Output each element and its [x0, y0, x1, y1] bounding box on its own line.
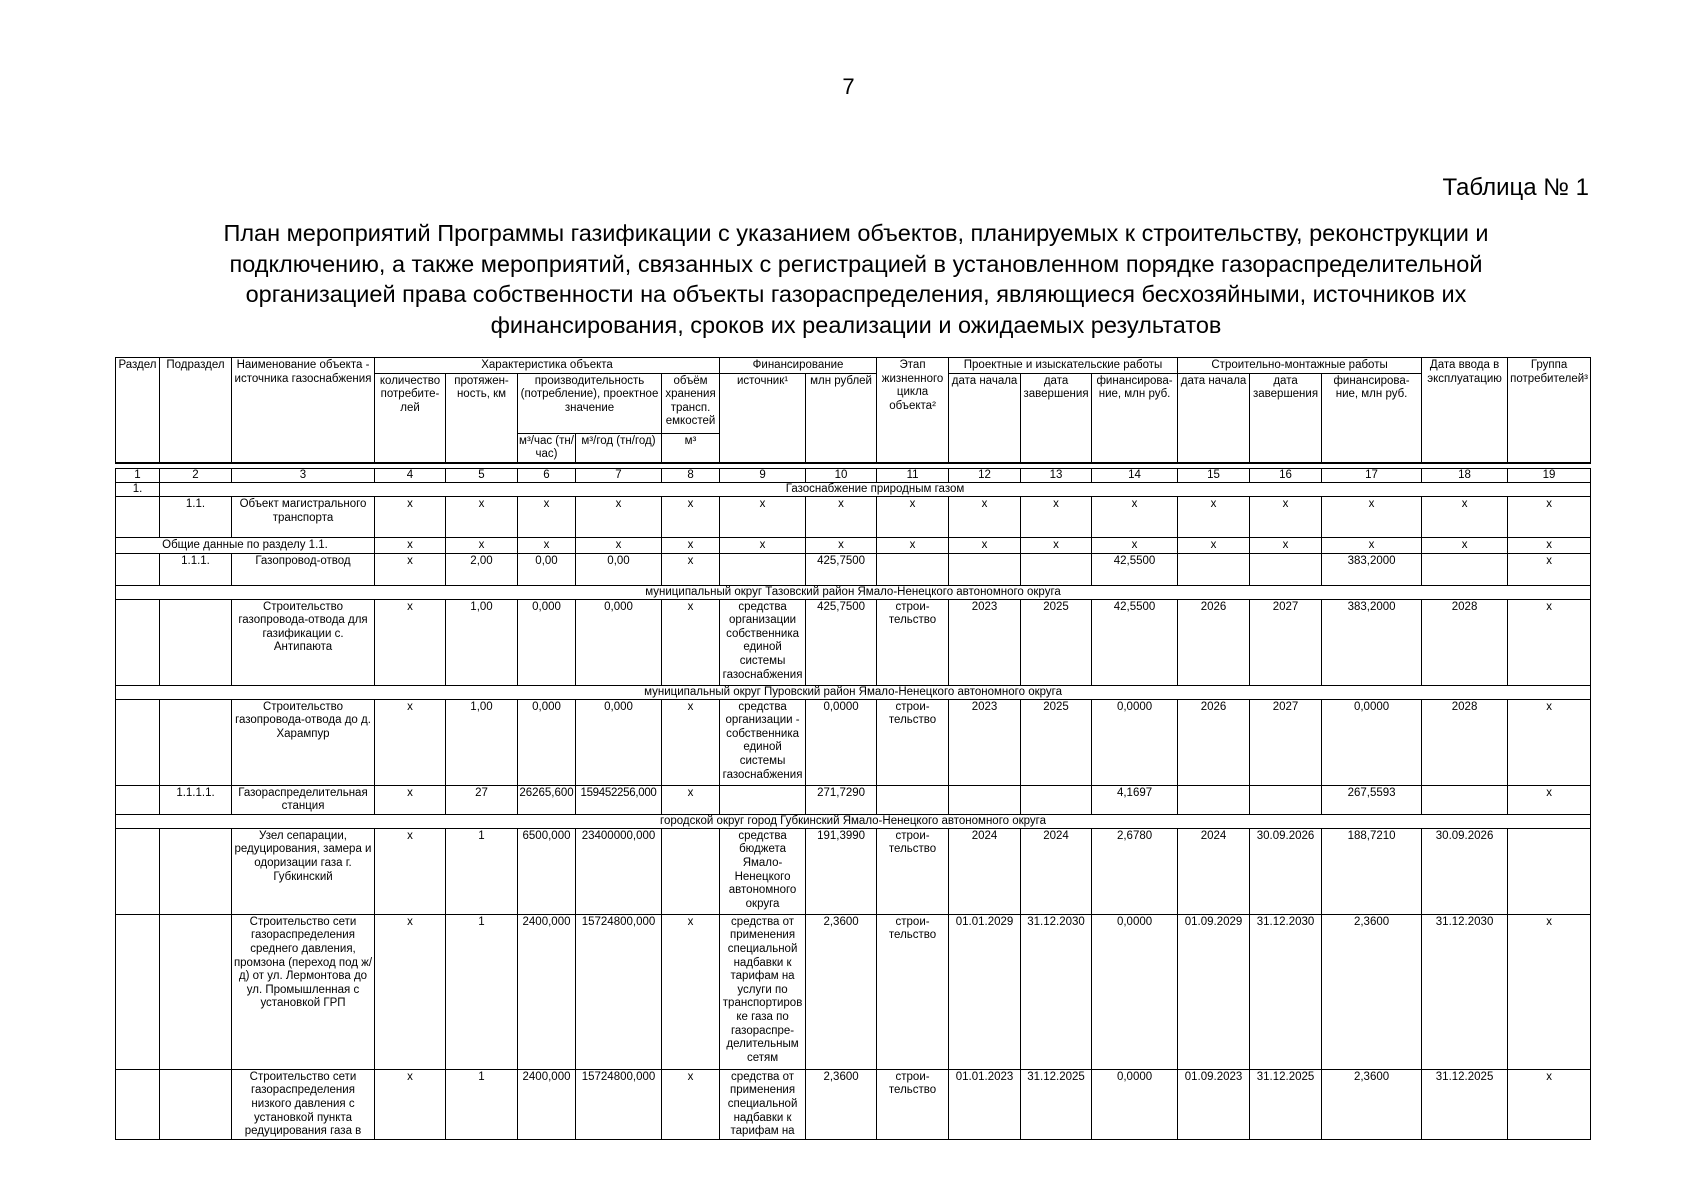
section-title: Газоснабжение природным газом	[160, 483, 1591, 497]
length-km: 2,00	[446, 553, 518, 585]
design-finance: 42,5500	[1092, 553, 1178, 585]
storage-volume	[662, 828, 720, 914]
length-km: 1	[446, 828, 518, 914]
object-name: Строительство газопровода-отвода для газификации с. Антипаюта	[232, 599, 375, 685]
cell: x	[1508, 497, 1591, 538]
cell: x	[1322, 538, 1422, 554]
cell: x	[1021, 497, 1092, 538]
build-start: 01.09.2029	[1178, 914, 1250, 1069]
financing-source: средства организации - собственника единой системы газоснабжения	[720, 699, 806, 785]
district-title: муниципальный округ Пуровский район Ямало-Ненецкого автономного округа	[116, 685, 1591, 699]
cell: x	[446, 538, 518, 554]
productivity-hour: 2400,000	[518, 914, 576, 1069]
cell: x	[518, 497, 576, 538]
length-km: 1,00	[446, 599, 518, 685]
header-characteristics: Характеристика объекта	[375, 358, 720, 374]
table-row	[116, 497, 1591, 538]
build-end: 31.12.2025	[1250, 1069, 1322, 1139]
build-start: 01.09.2023	[1178, 1069, 1250, 1139]
consumer-group: x	[1508, 699, 1591, 785]
cell: x	[949, 497, 1021, 538]
column-number: 5	[446, 469, 518, 483]
table-row	[116, 599, 1591, 685]
column-number: 8	[662, 469, 720, 483]
column-number: 1	[116, 469, 160, 483]
design-finance: 0,0000	[1092, 699, 1178, 785]
build-finance: 383,2000	[1322, 599, 1422, 685]
cell: x	[806, 538, 877, 554]
commission-date: 30.09.2026	[1422, 828, 1508, 914]
design-end: 2025	[1021, 599, 1092, 685]
header-storage: объём хранения трансп. емкостей	[662, 373, 720, 433]
header-commission-date: Дата ввода в эксплуатацию	[1422, 358, 1508, 464]
consumers-count: x	[375, 1069, 446, 1139]
header-build-works: Строительно-монтажные работы	[1178, 358, 1422, 374]
length-km: 1	[446, 1069, 518, 1139]
productivity-hour: 6500,000	[518, 828, 576, 914]
column-number: 15	[1178, 469, 1250, 483]
table-body	[116, 463, 1591, 1139]
design-finance: 0,0000	[1092, 914, 1178, 1069]
consumer-group: x	[1508, 553, 1591, 585]
commission-date: 31.12.2025	[1422, 1069, 1508, 1139]
table-row	[116, 699, 1591, 785]
cell: x	[806, 497, 877, 538]
storage-volume: x	[662, 699, 720, 785]
cell: x	[1092, 538, 1178, 554]
section-row	[116, 483, 1591, 497]
cell: x	[662, 497, 720, 538]
header-financing: Финансирование	[720, 358, 877, 374]
cell: x	[518, 538, 576, 554]
cell: x	[1508, 538, 1591, 554]
title-line: финансирования, сроков их реализации и ожидаемых результатов	[490, 311, 1222, 338]
object-name: Строительство сети газораспределения среднего давления, промзона (переход под ж/д) от ул. Лермонтова до ул. Промышленная с установкой ГРП	[232, 914, 375, 1069]
subsection-number: 1.1.	[160, 497, 232, 538]
column-number: 13	[1021, 469, 1092, 483]
header-build-start: дата начала	[1178, 373, 1250, 463]
table-row	[116, 914, 1591, 1069]
object-name: Узел сепарации, редуцирования, замера и одоризации газа г. Губкинский	[232, 828, 375, 914]
section-number: 1.	[116, 483, 160, 497]
financing-mln: 425,7500	[806, 599, 877, 685]
title-line: организацией права собственности на объекты газораспределения, являющиеся бесхозяйными, источников их	[245, 281, 1467, 307]
financing-source: средства от применения специальной надбавки к тарифам на услуги по транспортиров ке газа по газораспре-делительным сетям	[720, 914, 806, 1069]
build-end: 2027	[1250, 599, 1322, 685]
consumers-count: x	[375, 914, 446, 1069]
build-end: 30.09.2026	[1250, 828, 1322, 914]
district-title: городской округ город Губкинский Ямало-Ненецкого автономного округа	[116, 814, 1591, 828]
design-start: 2024	[949, 828, 1021, 914]
header-consumers-count: количество потребите-лей	[375, 373, 446, 463]
length-km: 1	[446, 914, 518, 1069]
financing-mln: 2,3600	[806, 1069, 877, 1139]
cell: x	[375, 497, 446, 538]
title-line: План мероприятий Программы газификации с указанием объектов, планируемых к строительству, реконструкции и	[223, 220, 1489, 246]
table-row	[116, 553, 1591, 585]
column-number: 12	[949, 469, 1021, 483]
productivity-hour: 2400,000	[518, 1069, 576, 1139]
header-razdel: Раздел	[116, 358, 160, 464]
column-number: 2	[160, 469, 232, 483]
build-start: 2026	[1178, 599, 1250, 685]
lifecycle-stage: строи-тельство	[877, 699, 949, 785]
build-start: 2026	[1178, 699, 1250, 785]
consumers-count: x	[375, 785, 446, 814]
cell: x	[720, 538, 806, 554]
header-unit-hour: м³/час (тн/час)	[518, 433, 576, 463]
column-number: 11	[877, 469, 949, 483]
cell: x	[877, 497, 949, 538]
district-title: муниципальный округ Тазовский район Ямало-Ненецкого автономного округа	[116, 585, 1591, 599]
cell: x	[1178, 538, 1250, 554]
table-row	[116, 828, 1591, 914]
build-finance: 2,3600	[1322, 1069, 1422, 1139]
gasification-plan-table	[115, 357, 1591, 1140]
header-build-finance: финансирова-ние, млн руб.	[1322, 373, 1422, 463]
header-unit-year: м³/год (тн/год)	[576, 433, 662, 463]
column-number: 16	[1250, 469, 1322, 483]
column-number: 18	[1422, 469, 1508, 483]
cell: x	[1250, 538, 1322, 554]
financing-mln: 425,7500	[806, 553, 877, 585]
cell: x	[576, 497, 662, 538]
financing-mln: 271,7290	[806, 785, 877, 814]
cell: x	[720, 497, 806, 538]
financing-source: средства от применения специальной надбавки к тарифам на	[720, 1069, 806, 1139]
table-header	[116, 358, 1591, 464]
design-start: 2023	[949, 699, 1021, 785]
build-finance: 0,0000	[1322, 699, 1422, 785]
productivity-hour: 0,000	[518, 699, 576, 785]
object-name: Объект магистрального транспорта	[232, 497, 375, 538]
consumers-count: x	[375, 828, 446, 914]
storage-volume: x	[662, 1069, 720, 1139]
build-start: 2024	[1178, 828, 1250, 914]
financing-mln: 2,3600	[806, 914, 877, 1069]
lifecycle-stage: строи-тельство	[877, 599, 949, 685]
productivity-hour: 0,000	[518, 599, 576, 685]
financing-source: средства организации собственника единой системы газоснабжения	[720, 599, 806, 685]
column-number: 6	[518, 469, 576, 483]
column-numbers-row	[116, 469, 1591, 483]
cell: x	[576, 538, 662, 554]
cell: x	[949, 538, 1021, 554]
cell: x	[1422, 497, 1508, 538]
build-finance: 383,2000	[1322, 553, 1422, 585]
consumer-group: x	[1508, 914, 1591, 1069]
productivity-year: 15724800,000	[576, 914, 662, 1069]
column-number: 3	[232, 469, 375, 483]
design-finance: 4,1697	[1092, 785, 1178, 814]
header-consumer-group: Группа потребителей³	[1508, 358, 1591, 464]
financing-mln: 0,0000	[806, 699, 877, 785]
header-design-finance: финансирова-ние, млн руб.	[1092, 373, 1178, 463]
productivity-year: 15724800,000	[576, 1069, 662, 1139]
build-end: 31.12.2030	[1250, 914, 1322, 1069]
design-end: 31.12.2025	[1021, 1069, 1092, 1139]
cell: x	[1250, 497, 1322, 538]
build-finance: 267,5593	[1322, 785, 1422, 814]
build-finance: 2,3600	[1322, 914, 1422, 1069]
financing-mln: 191,3990	[806, 828, 877, 914]
storage-volume: x	[662, 785, 720, 814]
table-row	[116, 1069, 1591, 1139]
design-end: 2024	[1021, 828, 1092, 914]
consumer-group	[1508, 828, 1591, 914]
cell: x	[1422, 538, 1508, 554]
consumers-count: x	[375, 599, 446, 685]
consumer-group: x	[1508, 599, 1591, 685]
column-number: 7	[576, 469, 662, 483]
district-row	[116, 814, 1591, 828]
column-number: 17	[1322, 469, 1422, 483]
productivity-year: 23400000,000	[576, 828, 662, 914]
header-unit-m3: м³	[662, 433, 720, 463]
design-finance: 0,0000	[1092, 1069, 1178, 1139]
header-design-end: дата завершения	[1021, 373, 1092, 463]
design-start: 01.01.2023	[949, 1069, 1021, 1139]
object-name: Газораспределительная станция	[232, 785, 375, 814]
design-start: 01.01.2029	[949, 914, 1021, 1069]
header-source: источник¹	[720, 373, 806, 463]
subsection-number: 1.1.1.1.	[160, 785, 232, 814]
column-number: 9	[720, 469, 806, 483]
header-name: Наименование объекта - источника газоснабжения	[232, 358, 375, 464]
object-name: Газопровод-отвод	[232, 553, 375, 585]
length-km: 1,00	[446, 699, 518, 785]
design-start: 2023	[949, 599, 1021, 685]
page-number: 7	[842, 74, 855, 99]
productivity-hour: 0,00	[518, 553, 576, 585]
header-productivity: производительность (потребление), проектное значение	[518, 373, 662, 433]
header-design-works: Проектные и изыскательские работы	[949, 358, 1178, 374]
storage-volume: x	[662, 599, 720, 685]
storage-volume: x	[662, 914, 720, 1069]
design-finance: 42,5500	[1092, 599, 1178, 685]
cell: x	[446, 497, 518, 538]
lifecycle-stage: строи-тельство	[877, 828, 949, 914]
district-row	[116, 585, 1591, 599]
commission-date: 2028	[1422, 599, 1508, 685]
build-finance: 188,7210	[1322, 828, 1422, 914]
length-km: 27	[446, 785, 518, 814]
subsection-number: 1.1.1.	[160, 553, 232, 585]
design-end: 31.12.2030	[1021, 914, 1092, 1069]
header-mln-rub: млн рублей	[806, 373, 877, 463]
table-row	[116, 538, 1591, 554]
lifecycle-stage: строи-тельство	[877, 914, 949, 1069]
header-lifecycle: Этап жизненного цикла объекта²	[877, 358, 949, 464]
cell: x	[1178, 497, 1250, 538]
productivity-year: 0,00	[576, 553, 662, 585]
consumers-count: x	[375, 699, 446, 785]
storage-volume: x	[662, 553, 720, 585]
table-row	[116, 785, 1591, 814]
consumer-group: x	[1508, 1069, 1591, 1139]
header-design-start: дата начала	[949, 373, 1021, 463]
cell: x	[877, 538, 949, 554]
financing-source: средства бюджета Ямало-Ненецкого автономного округа	[720, 828, 806, 914]
cell: x	[662, 538, 720, 554]
column-number: 14	[1092, 469, 1178, 483]
productivity-year: 0,000	[576, 599, 662, 685]
object-name: Строительство газопровода-отвода до д. Харампур	[232, 699, 375, 785]
column-number: 19	[1508, 469, 1591, 483]
title-line: подключению, а также мероприятий, связанных с регистрацией в установленном порядке газораспределительной	[229, 250, 1483, 277]
cell: x	[375, 538, 446, 554]
table-label: Таблица № 1	[1442, 174, 1589, 201]
consumer-group: x	[1508, 785, 1591, 814]
consumers-count: x	[375, 553, 446, 585]
productivity-hour: 26265,600	[518, 785, 576, 814]
column-number: 4	[375, 469, 446, 483]
design-finance: 2,6780	[1092, 828, 1178, 914]
header-podrazdel: Подраздел	[160, 358, 232, 464]
productivity-year: 159452256,000	[576, 785, 662, 814]
header-length: протяжен-ность, км	[446, 373, 518, 463]
lifecycle-stage: строи-тельство	[877, 1069, 949, 1139]
document-title	[130, 218, 1582, 340]
design-end: 2025	[1021, 699, 1092, 785]
commission-date: 2028	[1422, 699, 1508, 785]
cell: x	[1322, 497, 1422, 538]
cell: x	[1021, 538, 1092, 554]
build-end: 2027	[1250, 699, 1322, 785]
object-name: Строительство сети газораспределения низкого давления с установкой пункта редуцирования газа в	[232, 1069, 375, 1139]
commission-date: 31.12.2030	[1422, 914, 1508, 1069]
productivity-year: 0,000	[576, 699, 662, 785]
general-data-label: Общие данные по разделу 1.1.	[116, 538, 375, 554]
district-row	[116, 685, 1591, 699]
header-build-end: дата завершения	[1250, 373, 1322, 463]
cell: x	[1092, 497, 1178, 538]
column-number: 10	[806, 469, 877, 483]
